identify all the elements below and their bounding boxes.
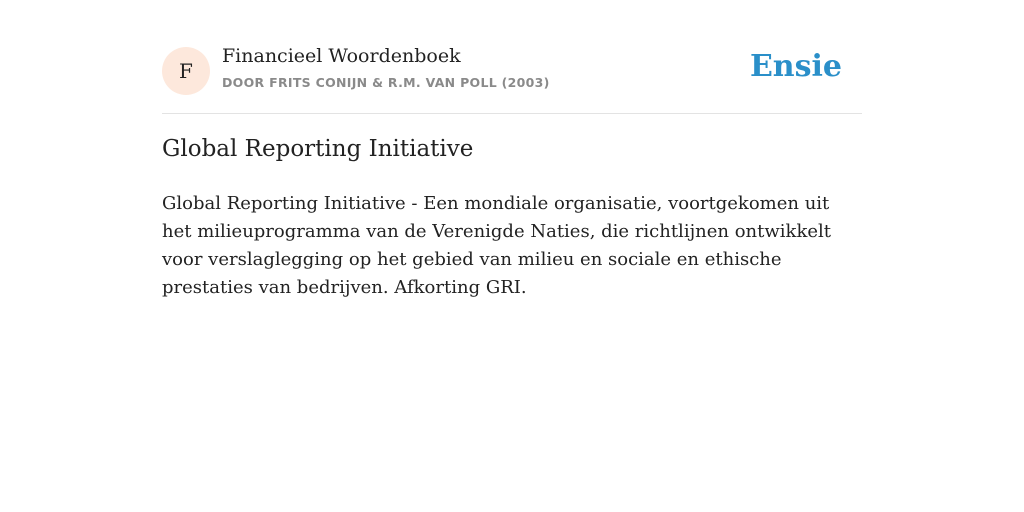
- source-header: [162, 0, 862, 114]
- entry-term: Global Reporting Initiative: [162, 136, 474, 162]
- source-avatar: F: [162, 47, 210, 95]
- content-container: [162, 0, 862, 298]
- entry-definition: Global Reporting Initiative - Een mondiale organisatie, voortgekomen uit het milieuprogramma van de Verenigde Naties, die richtlijnen ontwikkelt voor verslaglegging op het gebied van milieu en sociale en ethische prestaties van bedrijven. Afkorting GRI.: [162, 193, 831, 298]
- source-title[interactable]: Financieel Woordenboek: [222, 45, 461, 67]
- source-subtitle: DOOR FRITS CONIJN & R.M. VAN POLL (2003): [222, 75, 550, 90]
- brand-logo[interactable]: Ensie: [749, 49, 842, 84]
